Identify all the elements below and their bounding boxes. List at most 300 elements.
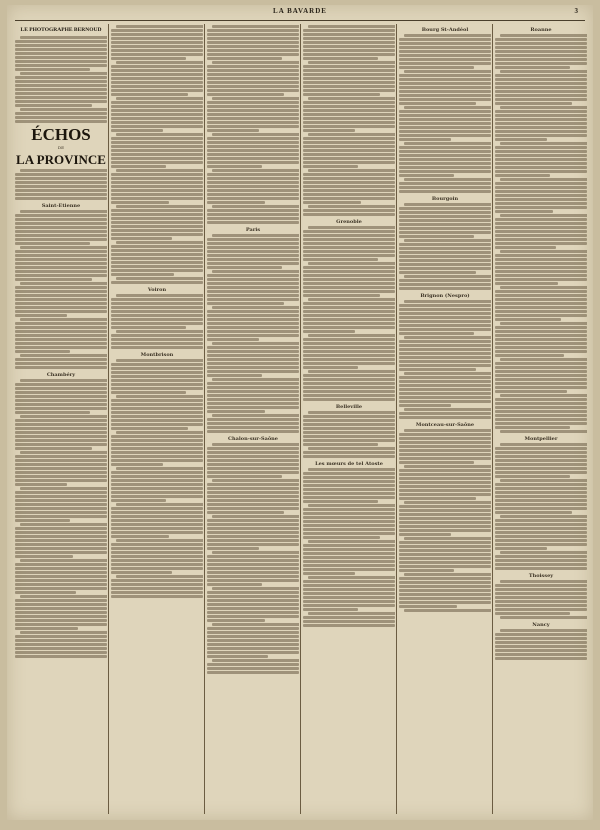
text-line (15, 575, 107, 578)
text-line (15, 463, 107, 466)
text-line (495, 98, 587, 101)
text-line (495, 346, 587, 349)
text-line (15, 80, 107, 83)
text-line (303, 125, 395, 128)
text-line (399, 412, 491, 415)
text-line (303, 544, 395, 547)
text-line (404, 203, 491, 206)
text-line (15, 643, 107, 646)
text-line (495, 290, 587, 293)
text-line (207, 362, 299, 365)
text-line (111, 559, 203, 562)
text-line (15, 619, 107, 622)
text-line (303, 314, 395, 317)
text-line (303, 278, 395, 281)
text-line (399, 211, 491, 214)
text-line (15, 383, 107, 386)
text-line (207, 153, 299, 156)
text-line (495, 94, 587, 97)
text-line (399, 231, 491, 234)
text-line (303, 89, 395, 92)
text-line (15, 76, 107, 79)
text-line (303, 596, 395, 599)
text-line (495, 567, 587, 570)
text-line (207, 322, 299, 325)
text-line (500, 178, 587, 181)
text-line (303, 427, 395, 430)
text-line (495, 588, 587, 591)
text-line (207, 278, 299, 281)
text-line (111, 129, 163, 132)
text-line (15, 635, 107, 638)
column-divider (300, 24, 301, 814)
masthead-title: LA BAVARDE (273, 7, 327, 15)
text-line (303, 213, 395, 216)
text-line (207, 185, 299, 188)
text-line (495, 463, 587, 466)
text-line (495, 230, 587, 233)
text-line (303, 358, 395, 361)
text-line (111, 217, 203, 220)
text-line (111, 314, 203, 317)
text-line (404, 106, 491, 109)
text-line (111, 81, 203, 84)
text-line (111, 49, 203, 52)
text-line (495, 563, 587, 566)
text-line (399, 78, 491, 81)
column-3 (207, 24, 299, 814)
text-line (495, 410, 587, 413)
text-line (303, 81, 395, 84)
text-line (495, 270, 587, 273)
text-line (399, 170, 491, 173)
text-line (303, 322, 395, 325)
text-line (303, 572, 355, 575)
text-line (495, 218, 587, 221)
text-line (399, 271, 476, 274)
text-line (495, 503, 587, 506)
text-line (15, 391, 107, 394)
text-line (399, 384, 491, 387)
text-line (303, 484, 395, 487)
text-line (399, 569, 454, 572)
text-line (303, 149, 395, 152)
text-line (399, 219, 491, 222)
text-line (15, 655, 107, 658)
text-line (308, 298, 395, 301)
text-line (399, 445, 491, 448)
text-line (495, 499, 587, 502)
text-line (15, 278, 92, 281)
text-line (303, 73, 395, 76)
text-line (399, 304, 491, 307)
section-heading: LE PHOTOGRAPHE BERNOUD (20, 27, 102, 33)
text-line (303, 85, 395, 88)
text-line (495, 459, 587, 462)
text-line (495, 398, 587, 401)
text-line (111, 443, 203, 446)
text-line (111, 411, 203, 414)
text-line (207, 137, 299, 140)
text-line (15, 439, 107, 442)
text-line (303, 451, 395, 454)
text-line (303, 394, 395, 397)
text-line (116, 133, 203, 136)
text-line (207, 73, 299, 76)
text-line (399, 585, 491, 588)
text-line (495, 370, 587, 373)
text-line (212, 623, 299, 626)
text-line (399, 251, 491, 254)
text-line (495, 422, 587, 425)
text-line (15, 491, 107, 494)
text-line (495, 294, 587, 297)
text-line (303, 362, 395, 365)
text-line (111, 563, 203, 566)
text-line (15, 471, 107, 474)
text-line (207, 29, 299, 32)
text-line (207, 390, 299, 393)
text-line (303, 592, 395, 595)
text-line (15, 68, 90, 71)
text-line (495, 487, 587, 490)
text-line (15, 226, 107, 229)
text-line (495, 46, 587, 49)
text-line (207, 667, 299, 670)
text-line (111, 495, 203, 498)
column-divider (204, 24, 205, 814)
text-line (308, 411, 395, 414)
text-line (303, 286, 395, 289)
text-line (15, 411, 90, 414)
text-line (15, 563, 107, 566)
text-line (111, 571, 172, 574)
text-line (111, 306, 203, 309)
text-line (111, 427, 188, 430)
text-line (20, 523, 107, 526)
text-line (207, 567, 299, 570)
text-line (111, 69, 203, 72)
text-line (500, 479, 587, 482)
text-line (15, 651, 107, 654)
text-line (15, 322, 107, 325)
text-line (207, 105, 299, 108)
text-line (303, 177, 395, 180)
text-line (495, 42, 587, 45)
article-dateline: Thoissey (528, 573, 554, 579)
text-line (495, 378, 587, 381)
text-line (303, 455, 395, 458)
text-line (111, 89, 203, 92)
text-line (399, 38, 491, 41)
text-line (399, 533, 451, 536)
text-line (303, 185, 395, 188)
text-line (207, 475, 282, 478)
text-line (111, 346, 203, 349)
text-line (495, 543, 587, 546)
text-line (15, 603, 107, 606)
text-line (308, 468, 395, 471)
text-line (111, 41, 203, 44)
text-line (495, 166, 587, 169)
text-line (116, 467, 203, 470)
text-line (495, 138, 547, 141)
text-line (399, 126, 491, 129)
text-line (495, 254, 587, 257)
article-dateline: Montbrison (140, 352, 174, 358)
text-line (111, 379, 203, 382)
text-line (15, 587, 107, 590)
text-line (303, 476, 395, 479)
text-line (495, 54, 587, 57)
text-line (399, 110, 491, 113)
text-line (15, 531, 107, 534)
text-line (111, 543, 203, 546)
text-line (111, 375, 203, 378)
text-line (212, 270, 299, 273)
text-line (111, 173, 203, 176)
text-line (399, 344, 491, 347)
text-line (399, 553, 491, 556)
text-line (495, 62, 587, 65)
text-line (111, 105, 203, 108)
masthead-rule (15, 20, 585, 21)
text-line (495, 234, 587, 237)
text-line (303, 230, 395, 233)
text-line (15, 48, 107, 51)
text-line (15, 334, 107, 337)
text-line (207, 615, 299, 618)
text-line (495, 535, 587, 538)
text-line (111, 519, 203, 522)
text-line (20, 379, 107, 382)
text-line (404, 429, 491, 432)
text-line (15, 342, 107, 345)
text-line (399, 42, 491, 45)
text-line (399, 324, 491, 327)
text-line (111, 391, 186, 394)
text-line (500, 70, 587, 73)
text-line (495, 190, 587, 193)
text-line (399, 437, 491, 440)
text-line (495, 362, 587, 365)
text-line (399, 473, 491, 476)
text-line (111, 141, 203, 144)
text-line (111, 435, 203, 438)
text-line (111, 455, 203, 458)
text-line (399, 90, 491, 93)
text-line (303, 129, 355, 132)
text-line (207, 671, 299, 674)
text-line (308, 370, 395, 373)
text-line (500, 286, 587, 289)
text-line (303, 620, 395, 623)
text-line (207, 595, 299, 598)
text-line (399, 416, 491, 419)
text-line (212, 234, 299, 237)
text-line (111, 322, 203, 325)
text-line (495, 102, 572, 105)
text-line (303, 415, 395, 418)
text-line (15, 507, 107, 510)
text-line (207, 591, 299, 594)
text-line (399, 400, 491, 403)
text-line (207, 575, 299, 578)
text-line (207, 121, 299, 124)
text-line (15, 431, 107, 434)
text-line (111, 165, 166, 168)
text-line (15, 527, 107, 530)
text-line (15, 511, 107, 514)
text-line (303, 113, 395, 116)
text-line (20, 210, 107, 213)
text-line (207, 451, 299, 454)
text-line (500, 358, 587, 361)
text-line (399, 513, 491, 516)
text-line (111, 101, 203, 104)
text-line (207, 631, 299, 634)
text-line (404, 537, 491, 540)
text-line (15, 539, 107, 542)
text-line (15, 214, 107, 217)
text-line (15, 607, 107, 610)
text-line (111, 487, 203, 490)
text-line (303, 117, 395, 120)
text-line (303, 386, 395, 389)
text-line (303, 77, 395, 80)
text-line (303, 197, 395, 200)
text-line (207, 201, 265, 204)
text-line (207, 651, 299, 654)
text-line (15, 310, 107, 313)
text-line (399, 453, 491, 456)
text-line (207, 298, 299, 301)
text-line (207, 89, 299, 92)
text-line (116, 330, 203, 333)
text-line (399, 477, 491, 480)
text-line (111, 225, 203, 228)
text-line (495, 58, 587, 61)
text-line (495, 74, 587, 77)
text-line (500, 106, 587, 109)
text-line (15, 503, 107, 506)
text-line (207, 77, 299, 80)
text-line (495, 126, 587, 129)
text-line (111, 209, 203, 212)
text-line (20, 246, 107, 249)
text-line (111, 109, 203, 112)
text-line (207, 290, 299, 293)
text-line (303, 189, 395, 192)
text-line (207, 334, 299, 337)
text-line (495, 78, 587, 81)
text-line (207, 635, 299, 638)
text-line (15, 599, 107, 602)
text-line (207, 33, 299, 36)
text-line (303, 306, 395, 309)
text-line (303, 266, 395, 269)
text-line (207, 209, 299, 212)
text-line (303, 423, 395, 426)
text-line (495, 86, 587, 89)
text-line (303, 568, 395, 571)
text-line (404, 34, 491, 37)
text-line (15, 290, 107, 293)
text-line (116, 169, 203, 172)
text-line (111, 153, 203, 156)
text-line (207, 189, 299, 192)
text-line (495, 633, 587, 636)
text-line (399, 263, 491, 266)
text-line (207, 266, 282, 269)
text-line (207, 655, 268, 658)
text-line (207, 350, 299, 353)
text-line (111, 85, 203, 88)
text-line (303, 157, 395, 160)
text-line (303, 41, 395, 44)
text-line (399, 605, 457, 608)
text-line (399, 589, 491, 592)
text-line (111, 403, 203, 406)
text-line (111, 145, 203, 148)
text-line (207, 611, 299, 614)
text-line (495, 653, 587, 656)
text-line (207, 467, 299, 470)
text-line (15, 515, 107, 518)
text-line (15, 583, 107, 586)
text-line (15, 262, 107, 265)
text-line (399, 601, 491, 604)
text-line (500, 629, 587, 632)
text-line (207, 463, 299, 466)
text-line (207, 117, 299, 120)
article-dateline: Nancy (532, 622, 550, 628)
text-line (111, 193, 203, 196)
text-line (20, 487, 107, 490)
text-line (207, 511, 284, 514)
text-line (15, 306, 107, 309)
text-line (495, 330, 587, 333)
text-line (20, 451, 107, 454)
section-heading: ÉCHOS (31, 125, 91, 144)
text-line (303, 346, 395, 349)
text-line (111, 318, 203, 321)
text-line (303, 246, 395, 249)
text-line (303, 137, 395, 140)
text-line (212, 61, 299, 64)
text-line (111, 273, 174, 276)
text-line (303, 516, 395, 519)
text-line (495, 495, 587, 498)
text-line (15, 286, 107, 289)
text-line (15, 173, 107, 176)
text-line (15, 387, 107, 390)
text-line (495, 366, 587, 369)
text-line (207, 583, 262, 586)
text-line (303, 65, 395, 68)
text-line (399, 561, 491, 564)
text-line (495, 174, 550, 177)
text-line (111, 511, 203, 514)
text-line (303, 109, 395, 112)
text-line (111, 302, 203, 305)
text-line (303, 29, 395, 32)
text-line (399, 130, 491, 133)
text-line (15, 615, 107, 618)
text-line (111, 77, 203, 80)
text-line (15, 551, 107, 554)
text-line (207, 41, 299, 44)
